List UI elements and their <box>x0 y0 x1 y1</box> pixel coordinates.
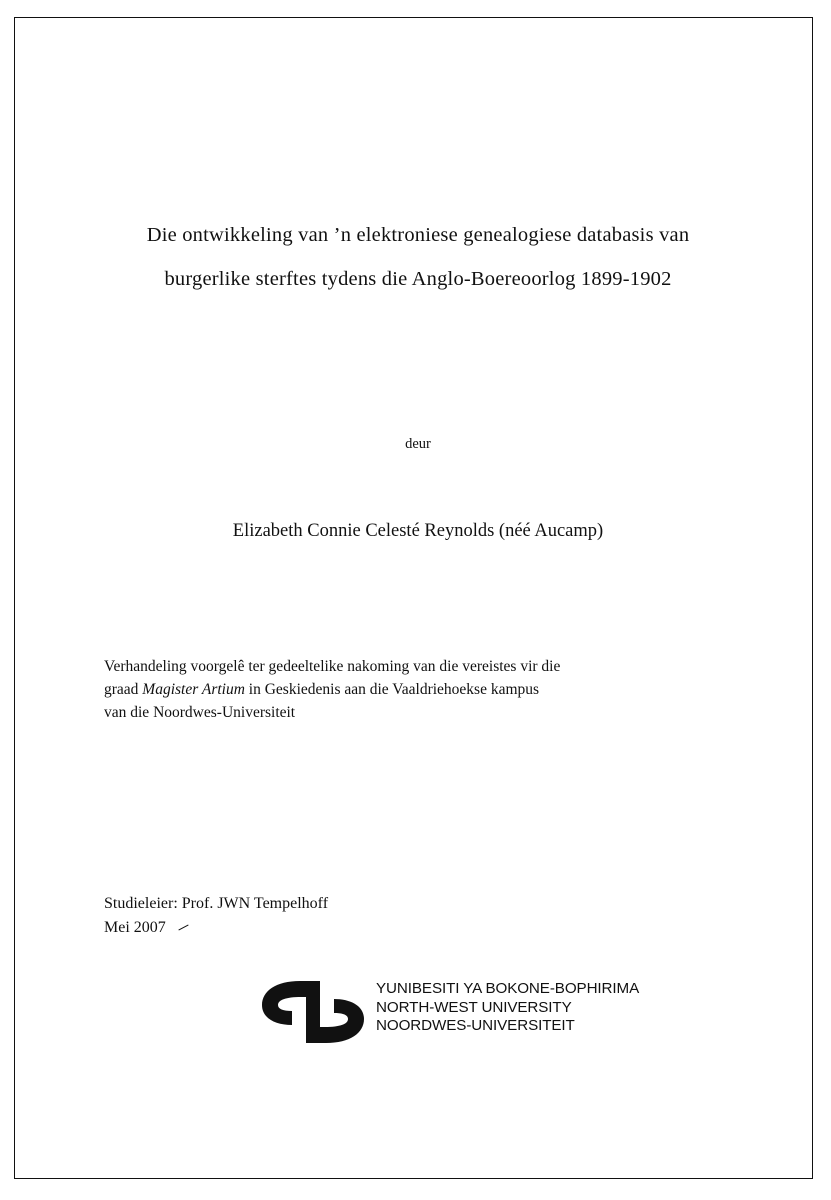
logo-text-line-2: NORTH-WEST UNIVERSITY <box>376 998 572 1016</box>
statement-line-1: Verhandeling voorgelê ter gedeeltelike nakoming van die vereistes vir die <box>104 658 561 675</box>
by-label: deur <box>405 436 431 452</box>
university-logo-block <box>256 974 640 1052</box>
supervisor-line: Studieleier: Prof. JWN Tempelhoff <box>104 895 329 912</box>
university-logo-text <box>376 980 639 1036</box>
title-line-2: burgerlike sterftes tydens die Anglo-Boereoorlog 1899-1902 <box>164 268 672 290</box>
logo-text-line-3: NOORDWES-UNIVERSITEIT <box>376 1017 575 1035</box>
thesis-title <box>98 213 738 301</box>
page-content <box>66 46 766 1152</box>
statement-line-2-pre: graad <box>104 681 143 698</box>
author-name: Elizabeth Connie Celesté Reynolds (néé Aucamp) <box>232 521 604 541</box>
degree-statement <box>104 655 728 724</box>
date-line <box>104 916 166 940</box>
logo-text-line-1: YUNIBESITI YA BOKONE-BOPHIRIMA <box>376 980 640 997</box>
statement-line-2 <box>104 678 728 701</box>
degree-name: Magister Artium <box>142 681 245 698</box>
pen-stroke-mark <box>178 924 188 930</box>
north-west-university-logo-icon <box>256 975 370 1049</box>
statement-line-2-post: in Geskiedenis aan die Vaaldriehoekse kampus <box>244 681 540 698</box>
statement-line-3: van die Noordwes-Universiteit <box>104 704 296 721</box>
supervisor-block <box>104 892 664 940</box>
title-line-1: Die ontwikkeling van ’n elektroniese genealogiese databasis van <box>146 224 690 246</box>
date-text: Mei 2007 <box>104 919 166 936</box>
